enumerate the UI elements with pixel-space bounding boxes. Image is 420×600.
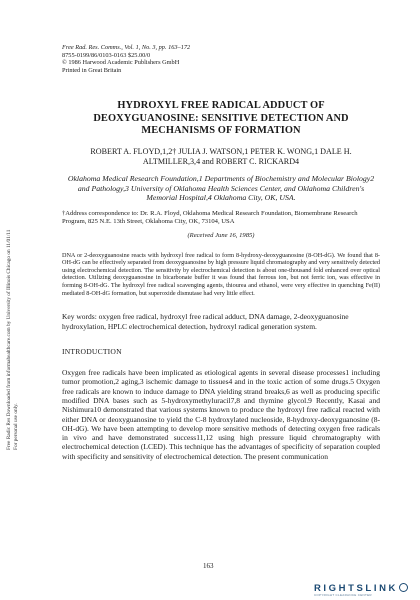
rightslink-mark-icon bbox=[399, 583, 408, 592]
journal-copyright: © 1986 Harwood Academic Publishers GmbH bbox=[62, 59, 180, 67]
authors-line-1: ROBERT A. FLOYD,1,2† JULIA J. WATSON,1 PETER K. WONG,1 DALE H. bbox=[90, 146, 352, 156]
affiliations: Oklahoma Medical Research Foundation,1 Departments of Biochemistry and Molecular Biology2 and Pathology,3 University of Oklahoma Health Sciences Center, and Oklahoma Children's Memorial Hospital,4 Oklahoma City, OK, USA. bbox=[67, 173, 375, 203]
section-heading-introduction: INTRODUCTION bbox=[62, 347, 122, 357]
introduction-paragraph: Oxygen free radicals have been implicated as etiological agents in several disease processes1 including tumor promotion,2 aging,3 ischemic damage to tissues4 and in the toxic action of some drugs.5 Oxygen free radicals are known to induce damage to DNA yielding strand breaks,6 as well as producing specific modified DNA bases such as 5-hydroxymethyluracil7,8 and thymine glycol.9 Recently, Kasai and Nishimura10 demonstrated that various systems known to produce the hydroxyl free radical reacted with either DNA or deoxyguanosine to yield the C-8 hydroxylated nucleoside, 8-hydroxy-deoxyguanosine (8-OH-dG). We have been attempting to develop more sensitive methods of detecting oxygen free radicals in vivo and have demonstrated success11,12 using high pressure liquid chromatography with electrochemical detection (LCED). This technique has the advantages of specificity of separation coupled with specificity and sensitivity of electrochemical detection. The present communication bbox=[62, 368, 380, 461]
download-notice bbox=[6, 150, 19, 470]
page-number: 163 bbox=[203, 562, 214, 570]
received-date: (Received June 16, 1985) bbox=[187, 231, 255, 239]
journal-header bbox=[62, 44, 380, 74]
abstract: DNA or 2-deoxyguanosine reacts with hydroxyl free radical to form 8-hydroxy-deoxyguanosine (8-OH-dG). We found that 8-OH-dG can be effectively separated from deoxyguanosine by high pressure liquid chromatography and very sensitively detected using electrochemical detection. The sensitivity by electrochemical detection is about one-thousand fold enhanced over optical detection. Utilizing deoxyguanosine in bicarbonate buffer it was found that ferrous ion, but not ferric ion, was effective in forming 8-OH-dG. The hydroxyl free radical scavenging agents, thiourea and ethanol, were very effective in quenching Fe(II) mediated 8-OH-dG formation, but superoxide dismutase had very little effect. bbox=[62, 251, 380, 297]
journal-citation: Free Rad. Res. Comms., Vol. 1, No. 3, pp. 163–172 bbox=[62, 44, 191, 51]
title-line-3: MECHANISMS OF FORMATION bbox=[141, 124, 301, 136]
article-title bbox=[62, 100, 380, 137]
author-list bbox=[62, 147, 380, 167]
rightslink-logo[interactable] bbox=[313, 583, 408, 597]
keywords: Key words: oxygen free radical, hydroxyl free radical adduct, DNA damage, 2-deoxyguanosine hydroxylation, HPLC electrochemical detection, hydroxyl radical generation system. bbox=[62, 312, 349, 331]
journal-printed: Printed in Great Britain bbox=[62, 66, 122, 74]
correspondence-note: †Address correspondence to: Dr. R.A. Floyd, Oklahoma Medical Research Foundation, Biomembrane Research Program, 825 N.E. 13th Street, Oklahoma City, OK, 73104, USA bbox=[62, 210, 358, 226]
title-line-2: DEOXYGUANOSINE: SENSITIVE DETECTION AND bbox=[93, 112, 349, 124]
download-notice-line2: For personal use only. bbox=[13, 403, 19, 450]
title-line-1: HYDROXYL FREE RADICAL ADDUCT OF bbox=[117, 100, 325, 112]
journal-code: 8755-0199/86/0103-0163 $25.00/0 bbox=[62, 51, 151, 59]
article-page bbox=[62, 44, 380, 461]
download-notice-line1: Free Radic Res Downloaded from informahealthcare.com by University of Illinois Chicago on 11/01/11 bbox=[6, 229, 12, 450]
authors-line-2: ALTMILLER,3,4 and ROBERT C. RICKARD4 bbox=[142, 156, 300, 166]
rightslink-tagline: COPYRIGHT CLEARANCE CENTER bbox=[313, 593, 372, 597]
rightslink-brand: RIGHTSLINK bbox=[313, 583, 398, 594]
